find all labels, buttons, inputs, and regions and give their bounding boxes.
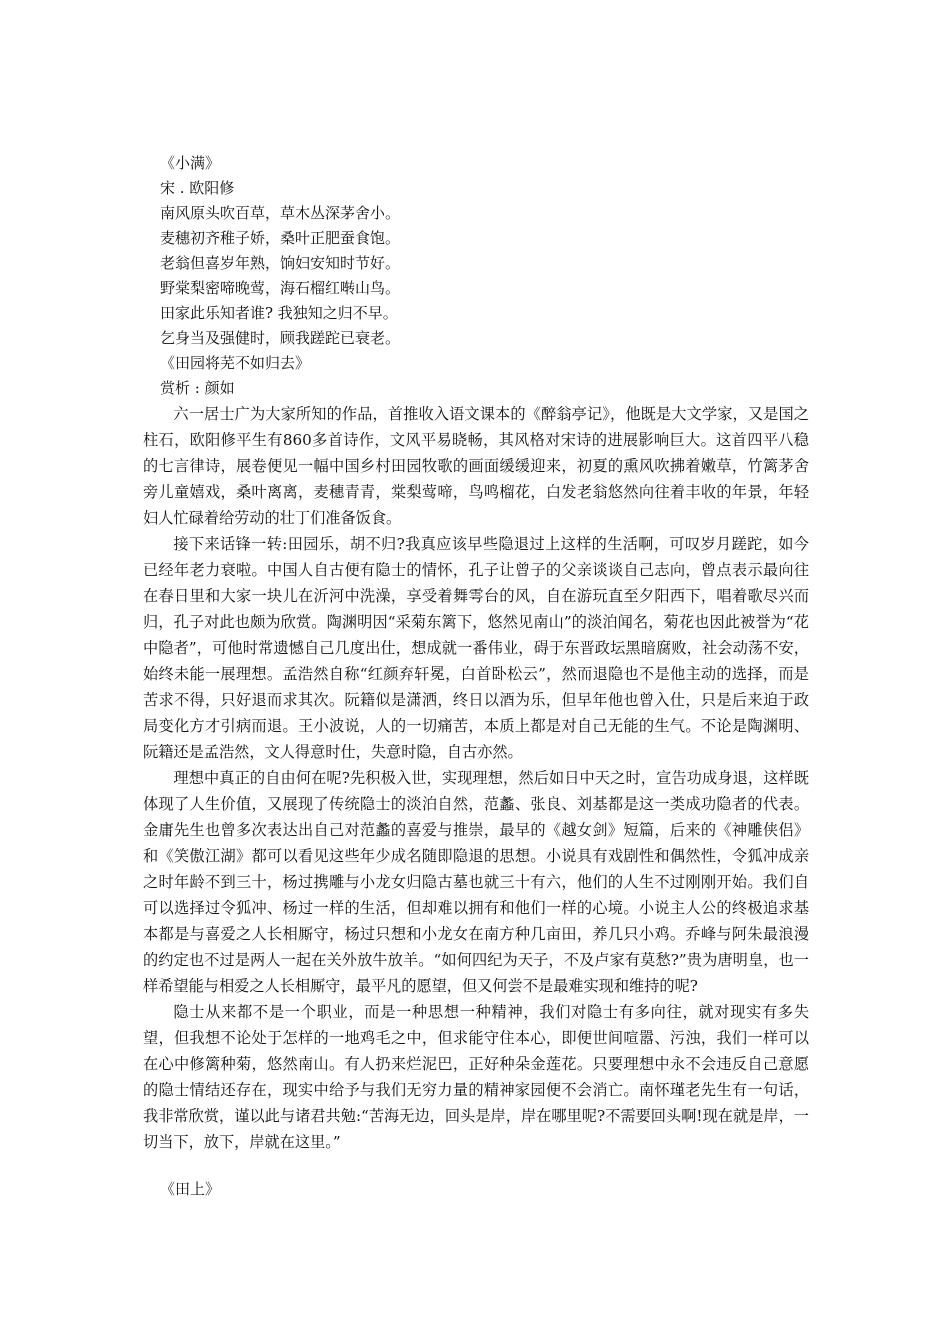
essay-paragraph: 接下来话锋一转:田园乐，胡不归?我真应该早些隐退过上这样的生活啊，可叹岁月蹉跎，如今已经年老力衰啦。中国人自古便有隐士的情怀，孔子让曾子的父亲谈谈自己志向，曾点表示最向往在春日里和大家一块儿在沂河中洗澡，享受着舞雩台的风，自在游玩直至夕阳西下，唱着歌尽兴而归，孔子对此也颇为欣赏。陶渊明因“采菊东篱下，悠然见南山”的淡泊闻名，菊花也因此被誉为“花中隐者”，可他时常遗憾自己几度出仕，想成就一番伟业，碍于东晋政坛黑暗腐败，社会动荡不安，始终未能一展理想。孟浩然自称“红颜弃轩冕，白首卧松云”，然而退隐也不是他主动的选择，而是苦求不得，只好退而求其次。阮籍似是潇洒，终日以酒为乐，但早年他也曾入仕，只是后来迫于政局变化方才引病而退。王小波说，人的一切痛苦，本质上都是对自己无能的生气。不论是陶渊明、阮籍还是孟浩然，文人得意时仕，失意时隐，自古亦然。 (143, 535, 809, 761)
next-poem-title: 《田上》 (160, 1180, 221, 1198)
poem-line: 田家此乐知者谁? 我独知之归不早。 (160, 304, 398, 322)
section-gap (143, 1155, 809, 1177)
poem-line: 乞身当及强健时，顾我蹉跎已衰老。 (160, 329, 401, 347)
poem-author: 宋 . 欧阳修 (160, 179, 235, 197)
document-body (143, 151, 809, 1202)
poem-title: 《小满》 (160, 154, 221, 172)
essay-paragraph: 理想中真正的自由何在呢?先积极入世，实现理想，然后如日中天之时，宣告功成身退，这样既体现了人生价值，又展现了传统隐士的淡泊自然，范蠡、张良、刘基都是这一类成功隐者的代表。金庸先生也曾多次表达出自己对范蠡的喜爱与推崇，最早的《越女剑》短篇，后来的《神雕侠侣》和《笑傲江湖》都可以看见这些年少成名随即隐退的思想。小说具有戏剧性和偶然性，令狐冲成亲之时年龄不到三十，杨过携雕与小龙女归隐古墓也就三十有六，他们的人生不过刚刚开始。我们自可以选择过令狐冲、杨过一样的生活，但却难以拥有和他们一样的心境。小说主人公的终极追求基本都是与喜爱之人长相厮守，杨过只想和小龙女在南方种几亩田，养几只小鸡。乔峰与阿朱最浪漫的约定也不过是两人一起在关外放牛放羊。“如何四纪为天子，不及卢家有莫愁?”贵为唐明皇，也一样希望能与相爱之人长相厮守，最平凡的愿望，但又何尝不是最难实现和维持的呢? (143, 769, 809, 995)
essay-paragraph: 六一居士广为大家所知的作品，首推收入语文课本的《醉翁亭记》，他既是大文学家，又是国之柱石，欧阳修平生有860多首诗作，文风平易晓畅，其风格对宋诗的进展影响巨大。这首四平八稳的七言律诗，展卷便见一幅中国乡村田园牧歌的画面缓缓迎来，初夏的熏风吹拂着嫩草，竹篱茅舍旁儿童嬉戏，桑叶离离，麦穗青青，棠梨莺啼，鸟鸣榴花，白发老翁悠然向往着丰收的年景，年轻妇人忙碌着给劳动的壮丁们准备饭食。 (143, 405, 809, 527)
poem-line: 麦穗初齐稚子娇，桑叶正肥蚕食饱。 (160, 229, 401, 247)
poem-line: 野棠梨密啼晚莺，海石榴红啭山鸟。 (160, 279, 401, 297)
essay-title: 《田园将芜不如归去》 (160, 354, 311, 372)
essay-paragraph: 隐士从来都不是一个职业，而是一种思想一种精神，我们对隐士有多向往，就对现实有多失望，但我想不论处于怎样的一地鸡毛之中，但求能守住本心，即便世间喧嚣、污浊，我们一样可以在心中修篱种菊，悠然南山。有人扔来烂泥巴，正好种朵金莲花。只要理想中永不会违反自己意愿的隐士情结还存在，现实中给予与我们无穷力量的精神家园便不会消亡。南怀瑾老先生有一句话，我非常欣赏，谨以此与诸君共勉:“苦海无边，回头是岸，岸在哪里呢?不需要回头啊!现在就是岸，一切当下，放下，岸就在这里。” (143, 1003, 809, 1151)
essay-byline: 赏析 : 颜如 (160, 379, 235, 397)
poem-line: 老翁但喜岁年熟，饷妇安知时节好。 (160, 254, 401, 272)
poem-line: 南风原头吹百草，草木丛深茅舍小。 (160, 204, 401, 222)
